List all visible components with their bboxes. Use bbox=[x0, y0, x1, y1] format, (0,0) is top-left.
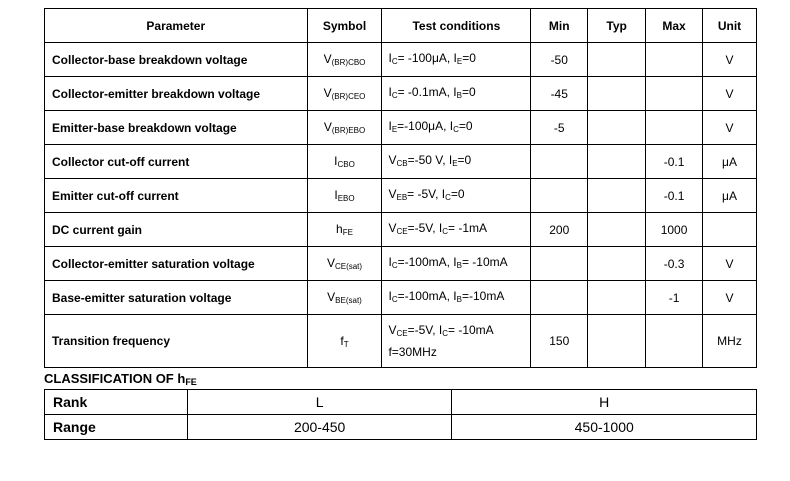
condition-text: =-100mA, I bbox=[397, 254, 457, 269]
symbol-cell bbox=[307, 111, 382, 145]
header-symbol: Symbol bbox=[307, 9, 382, 43]
condition-subscript: C bbox=[391, 260, 398, 270]
conditions-cell bbox=[382, 281, 531, 315]
min-cell: -50 bbox=[531, 43, 588, 77]
header-parameter: Parameter bbox=[45, 9, 308, 43]
condition-line bbox=[388, 49, 530, 71]
condition-line bbox=[388, 83, 530, 105]
parameter-cell: Emitter-base breakdown voltage bbox=[45, 111, 308, 145]
classification-title bbox=[44, 371, 197, 387]
symbol-main: V bbox=[327, 290, 336, 304]
parameter-cell: Collector cut-off current bbox=[45, 145, 308, 179]
condition-text: =0 bbox=[458, 118, 473, 133]
typ-cell bbox=[588, 247, 646, 281]
max-cell: -0.1 bbox=[646, 179, 703, 213]
symbol-cell bbox=[307, 145, 382, 179]
table-header-row bbox=[45, 9, 757, 43]
condition-text: =0 bbox=[461, 84, 476, 99]
condition-subscript: C bbox=[453, 124, 459, 134]
rank-value: L bbox=[187, 390, 452, 415]
condition-text: = -5V, I bbox=[407, 186, 446, 201]
symbol-cell bbox=[307, 43, 382, 77]
min-cell bbox=[531, 179, 588, 213]
max-cell: -1 bbox=[646, 281, 703, 315]
condition-text: = -10mA bbox=[461, 254, 508, 269]
symbol-subscript: T bbox=[343, 339, 349, 349]
condition-text: =-10mA bbox=[461, 288, 505, 303]
condition-subscript: C bbox=[391, 90, 398, 100]
max-cell bbox=[646, 43, 703, 77]
symbol-cell bbox=[307, 179, 382, 213]
unit-cell: V bbox=[703, 77, 757, 111]
condition-text: I bbox=[388, 118, 392, 133]
condition-text: f=30MHz bbox=[388, 344, 437, 359]
table-row bbox=[45, 281, 757, 315]
symbol-subscript: CBO bbox=[337, 160, 355, 169]
condition-subscript: B bbox=[456, 294, 462, 304]
symbol-main: V bbox=[326, 256, 335, 270]
max-cell: -0.1 bbox=[646, 145, 703, 179]
typ-cell bbox=[588, 77, 646, 111]
condition-text: =-5V, I bbox=[407, 220, 443, 235]
condition-line bbox=[388, 219, 530, 241]
min-cell: 150 bbox=[531, 315, 588, 368]
parameter-cell: Base-emitter saturation voltage bbox=[45, 281, 308, 315]
range-row bbox=[45, 415, 757, 440]
symbol-subscript: (BR)CEO bbox=[331, 92, 366, 101]
table-row bbox=[45, 145, 757, 179]
unit-cell: V bbox=[703, 111, 757, 145]
typ-cell bbox=[588, 111, 646, 145]
table-row bbox=[45, 111, 757, 145]
classification-title-text: CLASSIFICATION OF h bbox=[44, 371, 186, 386]
symbol-cell bbox=[307, 77, 382, 111]
electrical-characteristics-table bbox=[44, 8, 757, 368]
symbol-subscript: (BR)CBO bbox=[331, 58, 366, 67]
condition-text: = -10mA bbox=[447, 322, 494, 337]
unit-cell: μA bbox=[703, 145, 757, 179]
condition-text: =0 bbox=[450, 186, 465, 201]
unit-cell: MHz bbox=[703, 315, 757, 368]
condition-text: I bbox=[388, 84, 392, 99]
table-row bbox=[45, 213, 757, 247]
parameter-cell: Emitter cut-off current bbox=[45, 179, 308, 213]
typ-cell bbox=[588, 315, 646, 368]
conditions-cell bbox=[382, 247, 531, 281]
unit-cell bbox=[703, 213, 757, 247]
symbol-main: V bbox=[323, 120, 332, 134]
condition-line bbox=[388, 151, 530, 173]
min-cell: -45 bbox=[531, 77, 588, 111]
table-row bbox=[45, 179, 757, 213]
min-cell: -5 bbox=[531, 111, 588, 145]
condition-text: =-100μA, I bbox=[397, 118, 454, 133]
unit-cell: μA bbox=[703, 179, 757, 213]
conditions-cell bbox=[382, 111, 531, 145]
condition-subscript: C bbox=[445, 192, 451, 202]
typ-cell bbox=[588, 145, 646, 179]
condition-line bbox=[388, 253, 530, 275]
condition-subscript: B bbox=[456, 90, 462, 100]
typ-cell bbox=[588, 213, 646, 247]
conditions-cell bbox=[382, 315, 531, 368]
condition-text: I bbox=[388, 288, 392, 303]
condition-line bbox=[388, 185, 530, 207]
condition-subscript: CB bbox=[396, 158, 408, 168]
typ-cell bbox=[588, 43, 646, 77]
min-cell bbox=[531, 247, 588, 281]
symbol-subscript: (BR)EBO bbox=[331, 126, 366, 135]
condition-subscript: B bbox=[456, 260, 462, 270]
symbol-cell bbox=[307, 281, 382, 315]
condition-line bbox=[388, 117, 530, 139]
symbol-subscript: EBO bbox=[337, 194, 355, 203]
max-cell bbox=[646, 315, 703, 368]
condition-subscript: C bbox=[442, 328, 448, 338]
symbol-subscript: FE bbox=[342, 228, 353, 237]
symbol-main: V bbox=[323, 86, 332, 100]
condition-subscript: EB bbox=[396, 192, 408, 202]
condition-text: = -100μA, I bbox=[397, 50, 457, 65]
typ-cell bbox=[588, 281, 646, 315]
table-row bbox=[45, 43, 757, 77]
parameter-cell: Collector-emitter breakdown voltage bbox=[45, 77, 308, 111]
header-typ: Typ bbox=[588, 9, 646, 43]
condition-text: V bbox=[388, 220, 397, 235]
condition-text: =0 bbox=[462, 50, 476, 65]
symbol-cell bbox=[307, 247, 382, 281]
condition-line bbox=[388, 287, 530, 309]
table-row bbox=[45, 247, 757, 281]
symbol-subscript: BE(sat) bbox=[335, 296, 362, 305]
condition-line bbox=[388, 343, 530, 362]
max-cell: 1000 bbox=[646, 213, 703, 247]
conditions-cell bbox=[382, 179, 531, 213]
conditions-cell bbox=[382, 77, 531, 111]
min-cell: 200 bbox=[531, 213, 588, 247]
condition-subscript: C bbox=[442, 226, 448, 236]
symbol-main: I bbox=[334, 188, 338, 202]
range-value: 200-450 bbox=[187, 415, 452, 440]
max-cell bbox=[646, 77, 703, 111]
symbol-main: h bbox=[336, 222, 343, 236]
condition-text: V bbox=[388, 152, 397, 167]
table-row bbox=[45, 315, 757, 368]
conditions-cell bbox=[382, 145, 531, 179]
condition-subscript: E bbox=[452, 158, 458, 168]
condition-subscript: C bbox=[391, 294, 398, 304]
condition-text: =-100mA, I bbox=[397, 288, 457, 303]
condition-line bbox=[388, 321, 530, 343]
max-cell bbox=[646, 111, 703, 145]
min-cell bbox=[531, 145, 588, 179]
conditions-cell bbox=[382, 43, 531, 77]
condition-text: =-5V, I bbox=[407, 322, 443, 337]
rank-label: Rank bbox=[45, 390, 188, 415]
parameter-cell: Collector-emitter saturation voltage bbox=[45, 247, 308, 281]
condition-subscript: E bbox=[391, 124, 398, 134]
rank-row bbox=[45, 390, 757, 415]
symbol-cell bbox=[307, 213, 382, 247]
table-row bbox=[45, 77, 757, 111]
condition-text: V bbox=[388, 186, 397, 201]
condition-text: =-50 V, I bbox=[407, 152, 453, 167]
condition-text: V bbox=[388, 322, 397, 337]
min-cell bbox=[531, 281, 588, 315]
condition-subscript: C bbox=[391, 56, 398, 66]
rank-value: H bbox=[452, 390, 757, 415]
symbol-main: f bbox=[340, 333, 344, 348]
range-label: Range bbox=[45, 415, 188, 440]
classification-table bbox=[44, 389, 757, 440]
symbol-subscript: CE(sat) bbox=[334, 262, 363, 271]
symbol-cell bbox=[307, 315, 382, 368]
condition-text: I bbox=[388, 50, 392, 65]
symbol-main: I bbox=[334, 154, 338, 168]
condition-subscript: E bbox=[456, 56, 463, 66]
condition-subscript: CE bbox=[396, 328, 408, 338]
typ-cell bbox=[588, 179, 646, 213]
header-test-conditions: Test conditions bbox=[382, 9, 531, 43]
condition-text: = -0.1mA, I bbox=[397, 84, 457, 99]
symbol-main: V bbox=[323, 52, 332, 66]
header-max: Max bbox=[646, 9, 703, 43]
conditions-cell bbox=[382, 213, 531, 247]
parameter-cell: DC current gain bbox=[45, 213, 308, 247]
condition-subscript: CE bbox=[396, 226, 408, 236]
condition-text: I bbox=[388, 254, 392, 269]
header-unit: Unit bbox=[703, 9, 757, 43]
condition-text: = -1mA bbox=[447, 220, 487, 235]
parameter-cell: Collector-base breakdown voltage bbox=[45, 43, 308, 77]
unit-cell: V bbox=[703, 43, 757, 77]
max-cell: -0.3 bbox=[646, 247, 703, 281]
parameter-cell: Transition frequency bbox=[45, 315, 308, 368]
condition-text: =0 bbox=[457, 152, 472, 167]
unit-cell: V bbox=[703, 281, 757, 315]
unit-cell: V bbox=[703, 247, 757, 281]
classification-title-sub: FE bbox=[185, 377, 197, 387]
header-min: Min bbox=[531, 9, 588, 43]
range-value: 450-1000 bbox=[452, 415, 757, 440]
